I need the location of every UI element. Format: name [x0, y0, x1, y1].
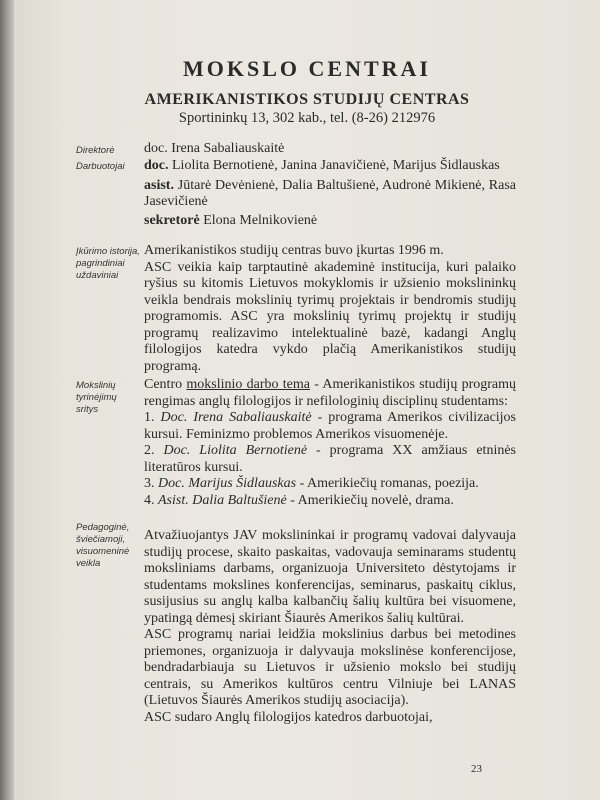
research-item	[144, 493, 516, 510]
research-intro-end: - Amerikanistikos studijų programų rengimas anglų filologijos ir nefilologinių disciplinų studentams:	[144, 377, 517, 409]
side-label-staff: Darbuotojai	[76, 161, 125, 172]
pedagogy-paragraph-3: ASC sudaro Anglų filologijos katedros darbuotojai,	[144, 709, 433, 725]
item-number: 3.	[144, 476, 155, 491]
secretary-name: Elona Melnikovienė	[203, 212, 318, 228]
director-name: doc. Irena Sabaliauskaitė	[144, 141, 285, 156]
item-author: Doc. Irena Sabaliauskaitė	[160, 410, 312, 425]
book-spine-shadow	[0, 0, 14, 800]
side-label-research: Mokslinių tyrinėjimų sritys	[76, 380, 117, 415]
item-number: 2.	[144, 443, 155, 458]
item-author: Asist. Dalia Baltušienė	[158, 492, 287, 508]
item-text: - Amerikiečių romanas, poezija.	[299, 476, 479, 491]
research-topic-underlined: mokslinio darbo tema	[186, 377, 310, 392]
book-page	[14, 0, 600, 800]
research-item	[144, 476, 516, 493]
item-author: Doc. Marijus Šidlauskas	[158, 476, 297, 491]
page-title: MOKSLO CENTRAI	[183, 56, 431, 81]
address-line: Sportininkų 13, 302 kab., tel. (8-26) 212976	[178, 110, 436, 126]
page-number: 23	[471, 763, 482, 775]
item-text: - programa Amerikos civilizacijos kursui. Feminizmo problemos Amerikos visuomenėje.	[144, 410, 517, 442]
research-intro-start: Centro	[144, 377, 183, 392]
assistant-prefix: asist.	[144, 177, 174, 193]
docent-names: Liolita Bernotienė, Janina Janavičienė, Marijus Šidlauskas	[172, 158, 500, 173]
research-item	[144, 443, 516, 476]
research-item	[144, 410, 516, 443]
research-intro	[144, 377, 516, 410]
history-paragraph-2: ASC veikia kaip tarptautinė akademinė institucija, kuri palaiko ryšius su kitomis Lietuvos mokyklomis ir užsienio mokslininkų veikla bendrais mokslinių tyrimų projektais ir bendromis studijų programomis. ASC yra mokslinių tyrimų projektų ir studijų programų realizavimo intelektualinė bazė, kadangi Anglų filologijos katedra vykdo plačią Amerikanistikos studijų programą.	[144, 259, 516, 374]
docent-prefix: doc.	[144, 158, 169, 173]
side-label-history: Įkūrimo istorija, pagrindiniai uždaviniai	[76, 246, 140, 281]
item-author: Doc. Liolita Bernotienė	[163, 443, 308, 458]
side-label-director: Direktorė	[76, 145, 115, 156]
director-entry	[144, 141, 516, 158]
side-label-pedagogy: Pedagoginė, šviečiamoji, visuomeninė veikla	[76, 522, 130, 569]
staff-docents	[144, 158, 516, 175]
item-number: 1.	[144, 410, 155, 425]
secretary-prefix: sekretorė	[144, 212, 200, 228]
research-block	[144, 377, 516, 509]
staff-assistants	[144, 178, 516, 211]
pedagogy-paragraph-1: Atvažiuojantys JAV mokslininkai ir programų vadovai dalyvauja studijų procese, skaito paskaitas, vadovauja seminarams studentų moksliniams darbams, organizuoja Universiteto dėstytojams ir studentams mokslines konferencijas, seminarus, paskaitų ciklus, susijusius su anglų kalba kalbančių šalių kultūra bei visuomene, ypatingą dėmesį skiriant Šiaurės Amerikos šalių kultūrai.	[144, 528, 516, 626]
pedagogy-paragraph-2: ASC programų nariai leidžia mokslinius darbus bei metodines priemones, organizuoja ir dalyvauja mokslinėse konferencijose, bendradarbiauja su Lietuvos ir užsienio mokslo bei studijų centrais, su Amerikos kultūros centru Vilniuje bei LANAS (Lietuvos Šiaurės Amerikos studijų asociacija).	[144, 627, 516, 708]
pedagogy-block	[144, 528, 516, 726]
item-text: - programa XX amžiaus etninės literatūros kursui.	[144, 443, 517, 475]
staff-secretary	[144, 213, 516, 230]
item-number: 4.	[144, 492, 155, 508]
history-block	[144, 243, 516, 375]
history-paragraph-1: Amerikanistikos studijų centras buvo įkurtas 1996 m.	[144, 243, 444, 258]
section-subtitle: AMERIKANISTIKOS STUDIJŲ CENTRAS	[144, 91, 470, 108]
item-text: - Amerikiečių novelė, drama.	[290, 492, 454, 508]
staff-block	[144, 158, 516, 229]
assistant-names: Jūtarė Devėnienė, Dalia Baltušienė, Audronė Mikienė, Rasa Jasevičienė	[144, 177, 517, 209]
